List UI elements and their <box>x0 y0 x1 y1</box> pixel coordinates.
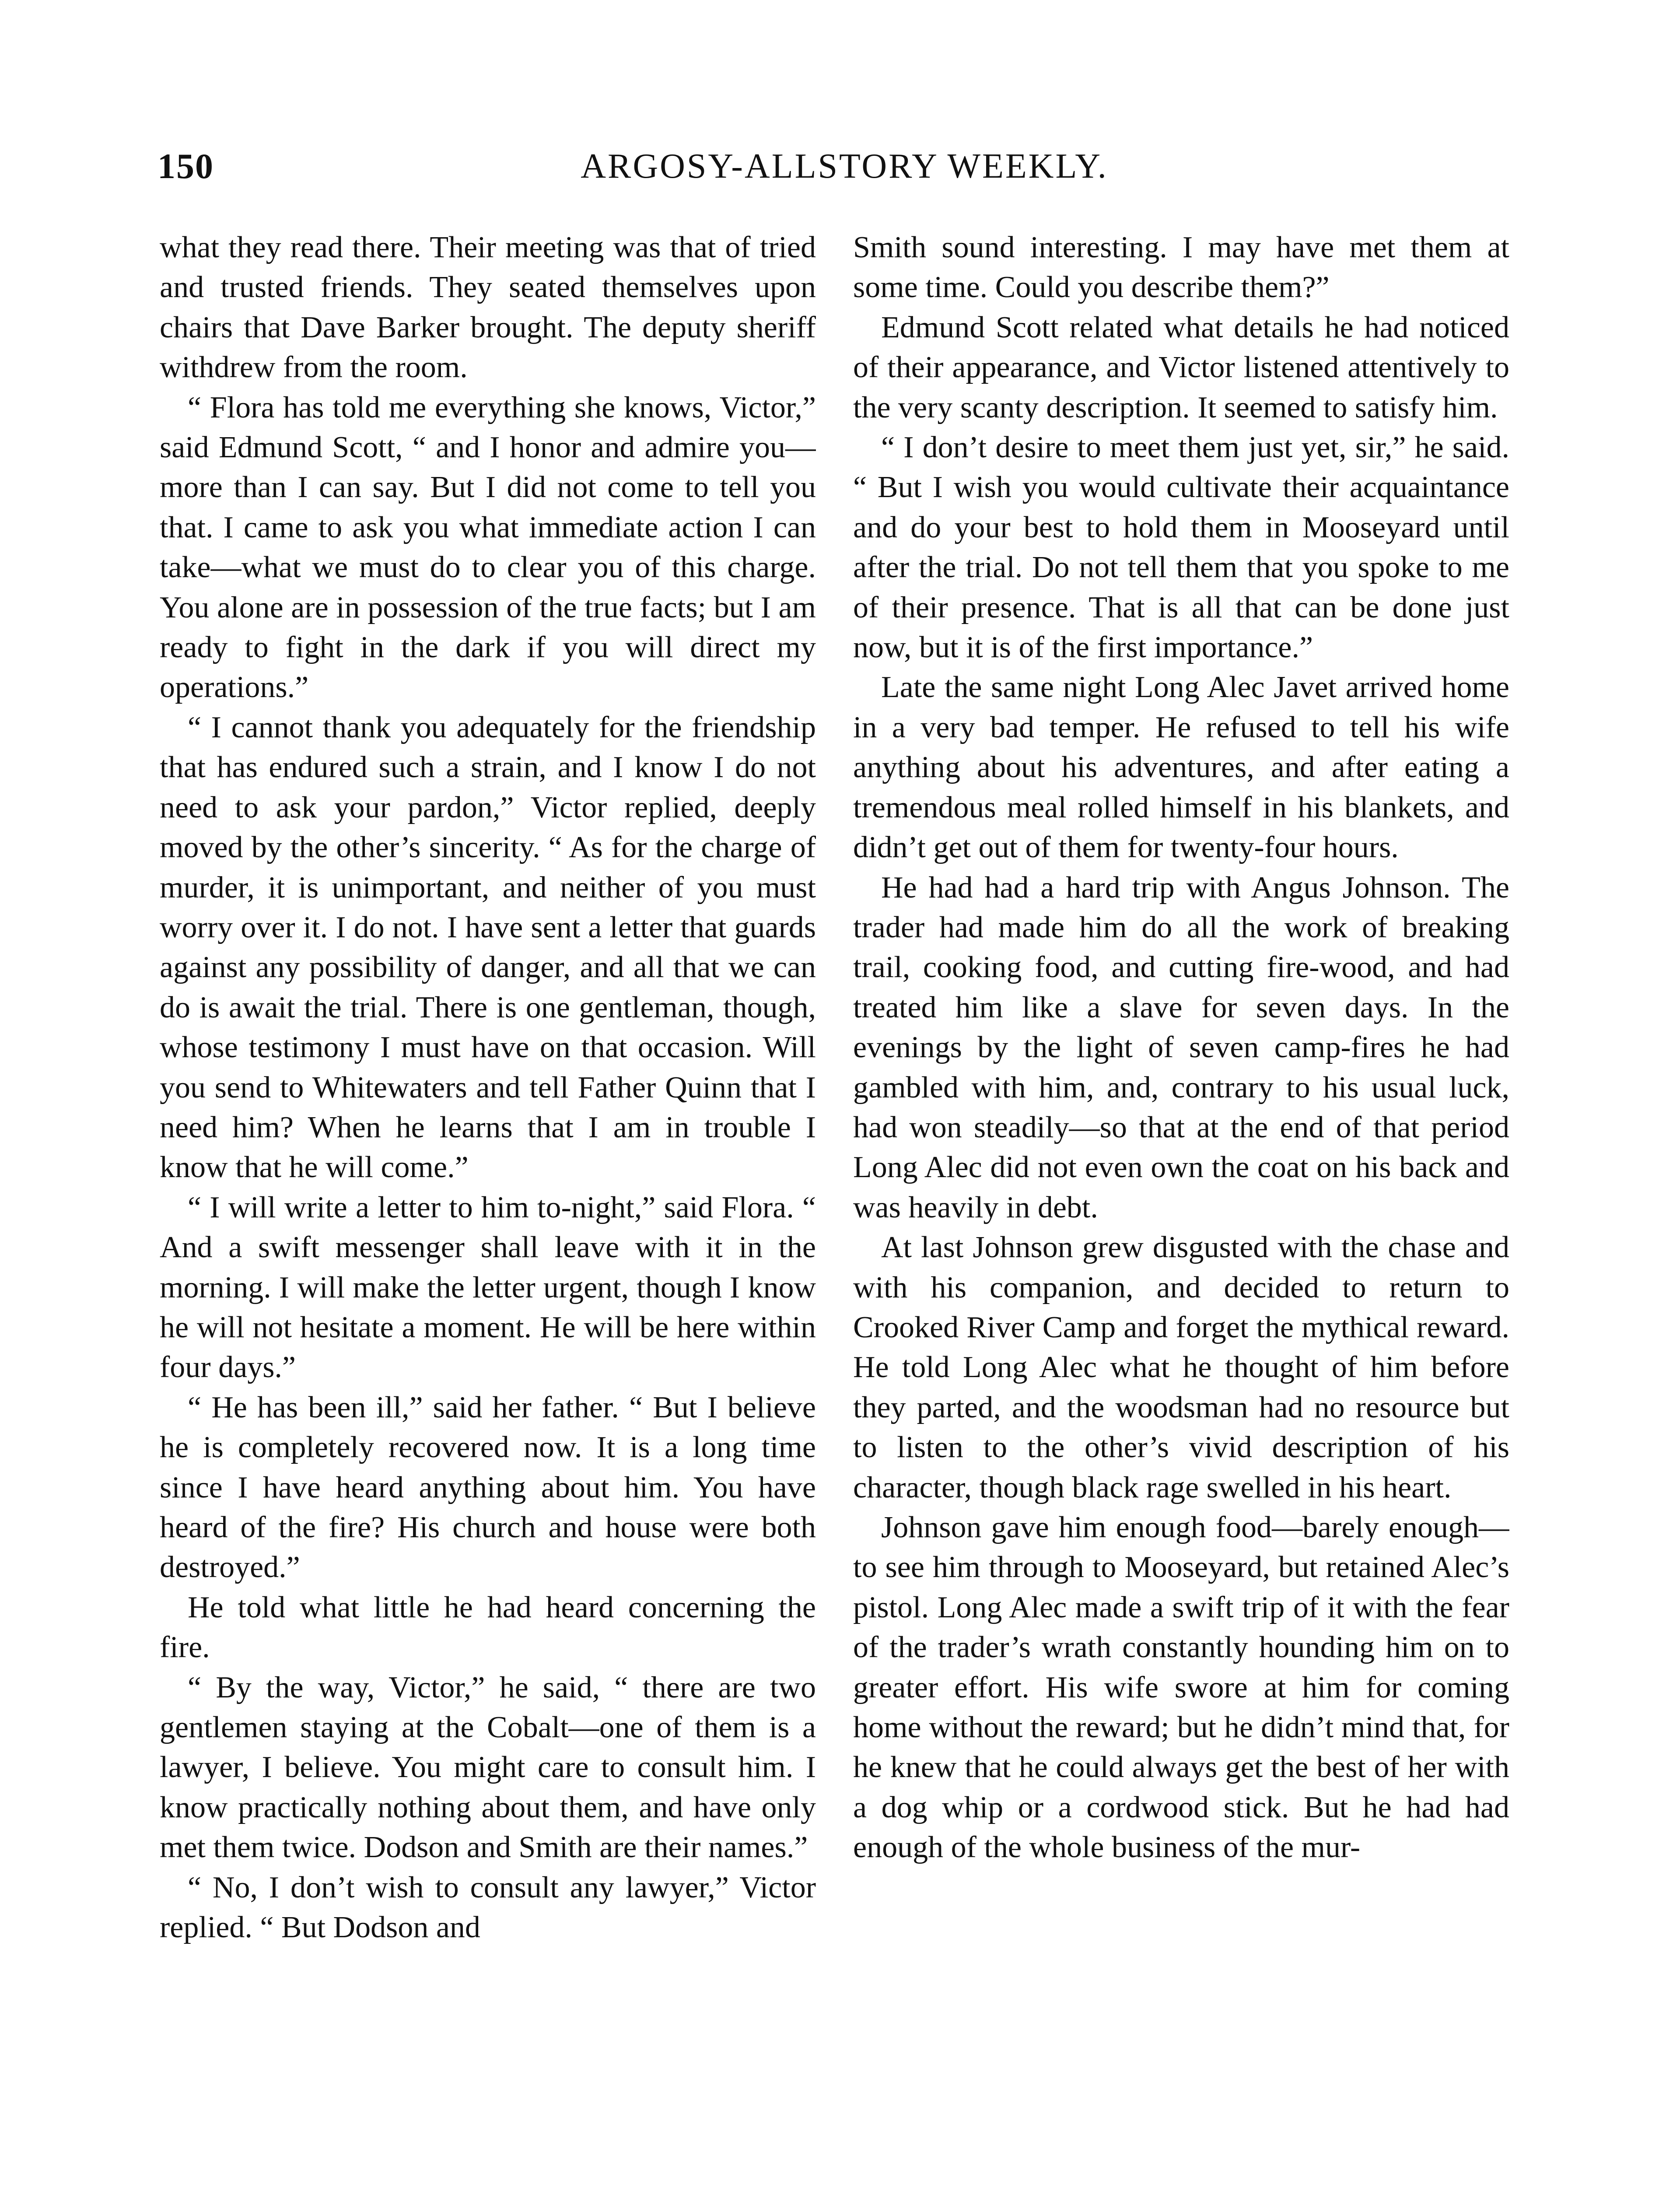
paragraph: He told what little he had heard concerning the fire. <box>160 1590 816 1665</box>
page-number: 150 <box>158 146 214 186</box>
paragraph: At last Johnson grew disgusted with the chase and with his companion, and decided to return to Crooked River Camp and forget the mythical reward. He told Long Alec what he thought of him before they parted, and the woodsman had no resource but to listen to the other’s vivid description of his character, though black rage swelled in his heart. <box>853 1231 1509 1504</box>
paragraph: “ Flora has told me everything she knows, Victor,” said Edmund Scott, “ and I honor and admire you—more than I can say. But I did not come to tell you that. I came to ask you what immediate action I can take—what we must do to clear you of this charge. You alone are in possession of the true facts; but I am ready to fight in the dark if you will direct my operations.” <box>160 390 816 705</box>
running-title: ARGOSY-ALLSTORY WEEKLY. <box>581 147 1108 186</box>
paragraph: “ He has been ill,” said her father. “ But I believe he is completely recovered now. It is a long time since I have heard anything about him. You have heard of the fire? His church and house were both destroyed.” <box>160 1390 816 1585</box>
paragraph: Smith sound interesting. I may have met them at some time. Could you describe them?” <box>853 231 1509 305</box>
paragraph: “ I cannot thank you adequately for the friendship that has endured such a strain, and I know I do not need to ask your pardon,” Victor replied, deeply moved by the other’s sincerity. “ As for the charge of murder, it is unimportant, and neither of you must worry over it. I do not. I have sent a letter that guards against any possibility of danger, and all that we can do is await the trial. There is one gentleman, though, whose testimony I must have on that occasion. Will you send to Whitewaters and tell Father Quinn that I need him? When he learns that I am in trouble I know that he will come.” <box>160 710 816 1185</box>
paragraph: “ By the way, Victor,” he said, “ there are two gentlemen staying at the Cobalt—one of them is a lawyer, I believe. You might care to consult him. I know practically nothing about them, and have only met them twice. Dodson and Smith are their names.” <box>160 1670 816 1865</box>
paragraph: He had had a hard trip with Angus Johnson. The trader had made him do all the work of breaking trail, cooking food, and cutting fire-wood, and had treated him like a slave for seven days. In the evenings by the light of seven camp-fires he had gambled with him, and, contrary to his usual luck, had won steadily—so that at the end of that period Long Alec did not even own the coat on his back and was heavily in debt. <box>853 870 1509 1224</box>
left-column <box>160 228 816 2188</box>
paragraph: “ No, I don’t wish to consult any lawyer,” Victor replied. “ But Dodson and <box>160 1870 816 1945</box>
paragraph: Johnson gave him enough food—barely enough—to see him through to Mooseyard, but retained Alec’s pistol. Long Alec made a swift trip of it with the fear of the trader’s wrath constantly hounding him on to greater effort. His wife swore at him for coming home without the reward; but he didn’t mind that, for he knew that he could always get the best of her with a dog whip or a cordwood stick. But he had had enough of the whole business of the mur- <box>853 1511 1509 1865</box>
right-column <box>853 228 1509 2188</box>
paragraph: what they read there. Their meeting was that of tried and trusted friends. They seated themselves upon chairs that Dave Barker brought. The deputy sheriff withdrew from the room. <box>160 231 816 385</box>
paragraph: Edmund Scott related what details he had noticed of their appearance, and Victor listened attentively to the very scanty description. It seemed to satisfy him. <box>853 310 1509 424</box>
page-header <box>158 144 1531 193</box>
paragraph: Late the same night Long Alec Javet arrived home in a very bad temper. He refused to tell his wife anything about his adventures, and after eating a tremendous meal rolled himself in his blankets, and didn’t get out of them for twenty-four hours. <box>853 670 1509 865</box>
paragraph: “ I will write a letter to him to-night,” said Flora. “ And a swift messenger shall leave with it in the morning. I will make the letter urgent, though I know he will not hesitate a moment. He will be here within four days.” <box>160 1190 816 1385</box>
paragraph: “ I don’t desire to meet them just yet, sir,” he said. “ But I wish you would cultivate their acquaintance and do your best to hold them in Mooseyard until after the trial. Do not tell them that you spoke to me of their presence. That is all that can be done just now, but it is of the first importance.” <box>853 431 1509 665</box>
